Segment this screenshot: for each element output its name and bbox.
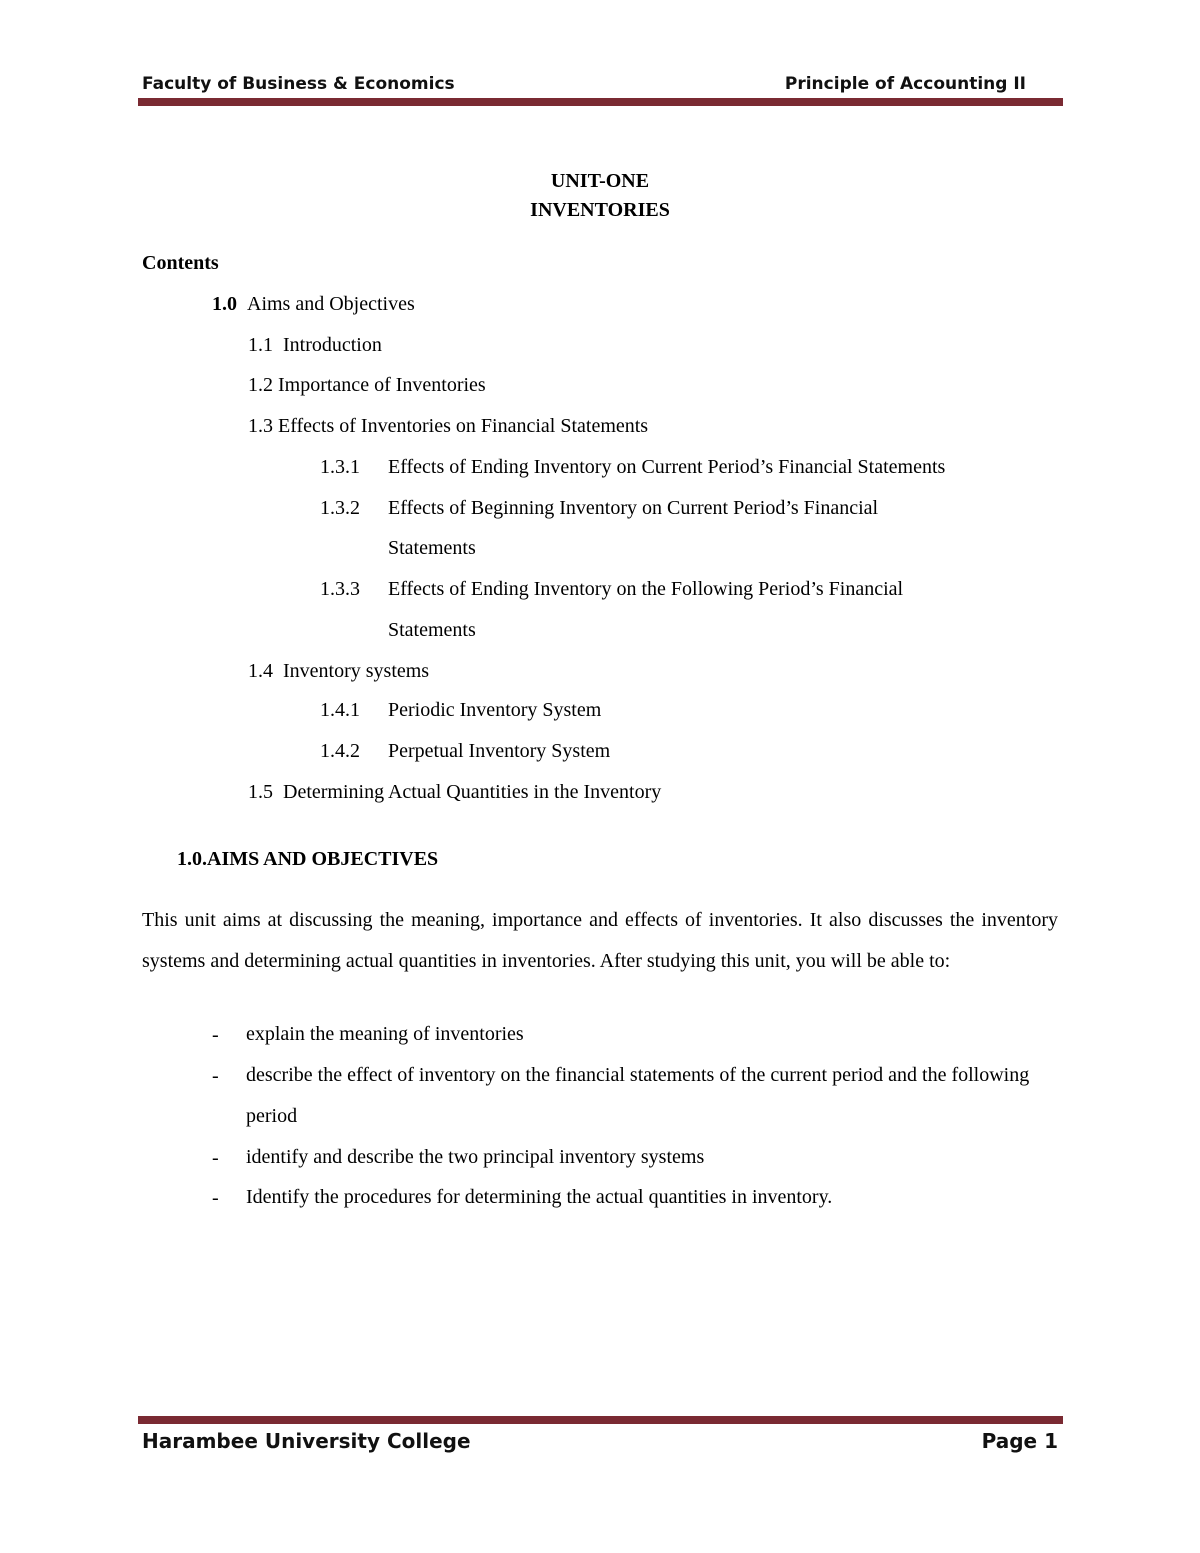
toc-number: 1.0 — [212, 293, 237, 315]
toc-text: Perpetual Inventory System — [388, 740, 611, 762]
list-item: explain the meaning of inventories — [246, 1023, 524, 1045]
list-item: Identify the procedures for determining the actual quantities in inventory. — [246, 1186, 833, 1208]
toc-item — [320, 578, 903, 601]
toc-text: Effects of Ending Inventory on the Following Period’s Financial — [388, 578, 904, 600]
toc-text: Effects of Beginning Inventory on Current Period’s Financial — [388, 497, 879, 519]
bullet-marker: - — [212, 1024, 219, 1046]
toc-text: Importance of Inventories — [278, 374, 486, 396]
toc-text: Aims and Objectives — [247, 293, 415, 315]
toc-number: 1.4 — [248, 660, 273, 682]
toc-text: Periodic Inventory System — [388, 699, 602, 721]
unit-subtitle: INVENTORIES — [530, 199, 670, 221]
toc-number: 1.1 — [248, 334, 273, 356]
toc-item — [248, 334, 382, 357]
footer-rule — [138, 1416, 1063, 1424]
toc-number: 1.4.2 — [320, 740, 360, 762]
bullet-marker: - — [212, 1065, 219, 1087]
toc-number: 1.3.2 — [320, 497, 360, 519]
section-paragraph: This unit aims at discussing the meaning, importance and effects of inventories. It also discusses the inventory systems and determining actual quantities in inventories. After studying this unit, you will be able to: — [142, 909, 1058, 972]
toc-number: 1.3.3 — [320, 578, 360, 600]
bullet-marker: - — [212, 1147, 219, 1169]
toc-text: Effects of Ending Inventory on Current Period’s Financial Statements — [388, 456, 946, 478]
toc-text: Inventory systems — [283, 660, 430, 682]
toc-item-continued: Statements — [388, 619, 476, 641]
toc-number: 1.5 — [248, 781, 273, 803]
toc-text: Introduction — [283, 334, 382, 356]
list-item: identify and describe the two principal inventory systems — [246, 1146, 705, 1168]
unit-title: UNIT-ONE — [550, 170, 650, 192]
header-rule — [138, 98, 1063, 106]
toc-item — [320, 740, 610, 763]
toc-item — [248, 781, 661, 804]
toc-text: Determining Actual Quantities in the Inventory — [283, 781, 662, 803]
page-number: Page 1 — [981, 1429, 1058, 1453]
header-course: Principle of Accounting II — [784, 74, 1026, 94]
list-item: describe the effect of inventory on the financial statements of the current period and the following period — [246, 1064, 1030, 1127]
toc-text: Effects of Inventories on Financial Statements — [278, 415, 649, 437]
toc-item — [320, 699, 601, 722]
toc-number: 1.3 — [248, 415, 273, 437]
section-heading: 1.0.AIMS AND OBJECTIVES — [177, 848, 439, 870]
toc-item — [248, 415, 648, 438]
toc-item-continued: Statements — [388, 537, 476, 559]
toc-item — [320, 456, 945, 479]
header-faculty: Faculty of Business & Economics — [142, 74, 455, 94]
bullet-marker: - — [212, 1187, 219, 1209]
toc-item — [320, 497, 878, 520]
toc-item — [212, 293, 415, 316]
toc-item — [248, 374, 486, 397]
toc-number: 1.3.1 — [320, 456, 360, 478]
toc-number: 1.2 — [248, 374, 273, 396]
toc-item — [248, 660, 429, 683]
footer-institution: Harambee University College — [142, 1429, 471, 1453]
contents-heading: Contents — [142, 252, 219, 274]
toc-number: 1.4.1 — [320, 699, 360, 721]
